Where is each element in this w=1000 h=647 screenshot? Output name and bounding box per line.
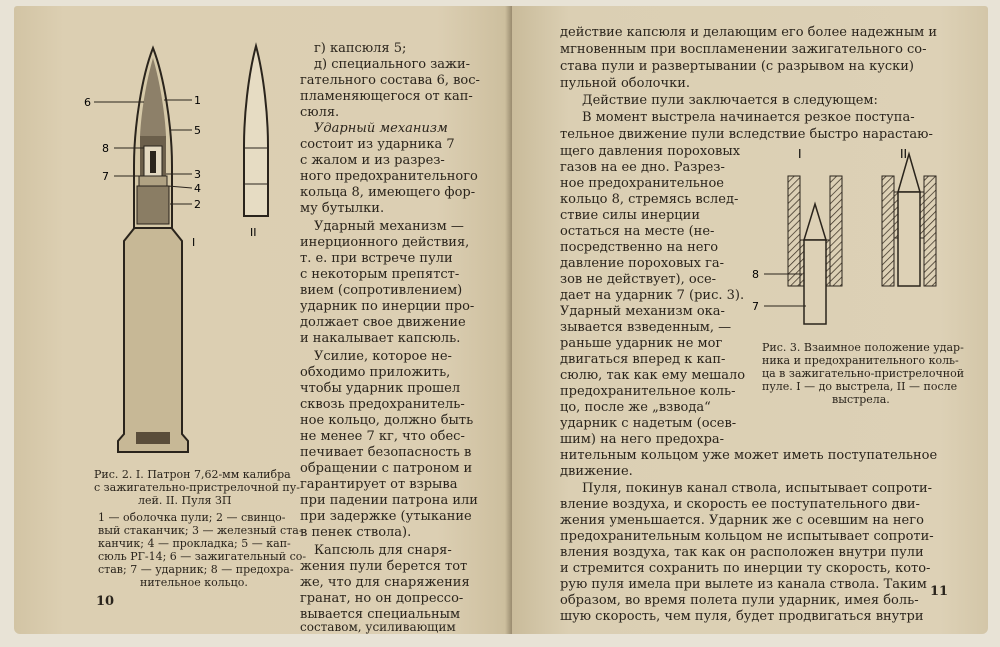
text-line: чтобы ударник прошел [300,381,461,396]
right-page [512,6,988,634]
text-line: при падении патрона или [300,493,478,508]
fig3-diagram [748,144,948,339]
caption-line: лей. II. Пуля ЗП [138,494,232,507]
text-line: и накалывает капсюль. [300,331,461,346]
caption-line: ника и предохранительного коль- [762,354,959,367]
text-line: шим) на него предохра- [560,432,725,447]
text-line: ствие силы инерции [560,208,700,223]
text-line: сквозь предохранитель- [300,397,465,412]
fig2-label-4: 4 [194,182,201,195]
text-line: Усилие, которое не- [314,349,452,364]
fig3-label-II: II [900,147,908,161]
text-line: вления воздуха, так как он расположен внутри пули [560,545,924,560]
fig3-label-8: 8 [752,268,759,281]
cartridge-figure [84,36,314,466]
fig2-label-8: 8 [102,142,109,155]
caption-line: Рис. 2. I. Патрон 7,62-мм калибра [94,468,291,481]
caption-line: с зажигательно-пристрелочной пу- [94,481,300,494]
text-line: раньше ударник не мог [560,336,723,351]
text-line: кольца 8, имеющего фор- [300,185,476,200]
text-line: инерционного действия, [300,235,470,250]
text-line: гарантирует от взрыва [300,477,458,492]
legend-line: канчик; 4 — прокладка; 5 — кап- [98,537,291,550]
text-line: зов не действует), осе- [560,272,717,287]
text-line: состоит из ударника 7 [300,137,455,152]
page-number: 10 [96,594,115,609]
text-line: пульной оболочки. [560,76,691,91]
legend-line: 1 — оболочка пули; 2 — свинцо- [98,511,286,524]
caption-line: выстрела. [832,393,890,406]
legend-line: став; 7 — ударник; 8 — предохра- [98,563,294,576]
page-number: 11 [930,584,949,599]
fig2-label-7: 7 [102,170,109,183]
fig2-label-2: 2 [194,198,201,211]
text-line: при задержке (утыкание [300,509,472,524]
text-line: щего давления пороховых [560,144,741,159]
left-page [14,6,512,634]
text-line: предохранительным кольцом не испытывает сопроти- [560,529,934,544]
text-line: става пули и развертывании (с разрывом на куски) [560,59,914,74]
text-line: обходимо приложить, [300,365,451,380]
fig2-label-6: 6 [84,96,91,109]
text-line: гранат, но он допрессо- [300,591,464,606]
text-line: д) специального зажи- [314,57,471,72]
text-line: посредственно на него [560,240,719,255]
text-line: остаться на месте (не- [560,224,715,239]
text-line: вление воздуха, и скорость ее поступательного дви- [560,497,920,512]
text-line: нительным кольцом уже может иметь поступательное [560,448,938,463]
caption-line: ца в зажигательно-пристрелочной [762,367,965,380]
text-line: В момент выстрела начинается резкое поступа- [582,110,915,125]
fig2-label-3: 3 [194,168,201,181]
text-line: цо, после же „взвода“ [560,400,711,415]
text-line: обращении с патроном и [300,461,473,476]
text-line: движение. [560,464,633,479]
text-line: кольцо 8, стремясь вслед- [560,192,739,207]
text-line: ного предохранительного [300,169,478,184]
text-line: и стремится сохранить по инерции ту скорость, кото- [560,561,931,576]
legend-line: сюль РГ-14; 6 — зажигательный со- [98,550,307,563]
text-line: вывается специальным [300,607,461,622]
text-line: печивает безопасность в [300,445,472,460]
text-line: шую скорость, чем пуля, будет продвигаться внутри [560,609,924,624]
fig2-label-5: 5 [194,124,201,137]
text-line: жения уменьшается. Ударник же с осевшим на него [560,513,924,528]
caption-line: пуле. I — до выстрела, II — после [762,380,958,393]
text-line: с жалом и из разрез- [300,153,445,168]
text-line: с некоторым препятст- [300,267,460,282]
text-line: рую пуля имела при вылете из канала ствола. Таким [560,577,927,592]
fig2-label-1: 1 [194,94,201,107]
text-line: составом, усиливающим [300,620,456,634]
text-line: сюлю, так как ему мешало [560,368,746,383]
text-line: должает свое движение [300,315,466,330]
text-line: гательного состава 6, вос- [300,73,480,88]
text-line: мгновенным при воспламенении зажигательного со- [560,42,927,57]
text-line: ударник с надетым (осев- [560,416,737,431]
text-line: ное предохранительное [560,176,724,191]
text-line: сюля. [300,105,340,120]
text-line: Ударный механизм — [314,219,464,234]
text-line: не менее 7 кг, что обес- [300,429,465,444]
text-line: т. е. при встрече пули [300,251,453,266]
text-line: газов на ее дно. Разрез- [560,160,725,175]
text-line: в пенек ствола). [300,525,412,540]
text-line: действие капсюля и делающим его более надежным и [560,25,938,40]
text-line: ное кольцо, должно быть [300,413,474,428]
text-line: предохранительное коль- [560,384,736,399]
text-line: пламеняющегося от кап- [300,89,473,104]
text-line: вием (сопротивлением) [300,283,463,298]
text-line: жения пули берется тот [300,559,468,574]
text-line: Ударный механизм ока- [560,304,725,319]
text-line: же, что для снаряжения [300,575,470,590]
text-line: Действие пули заключается в следующем: [582,93,878,108]
text-line: ударник по инерции про- [300,299,475,314]
text-line: дает на ударник 7 (рис. 3). [560,288,745,303]
text-line: Пуля, покинув канал ствола, испытывает сопроти- [582,481,933,496]
fig3-label-I: I [798,147,802,161]
legend-line: вый стаканчик; 3 — железный ста- [98,524,303,537]
text-line: давление пороховых га- [560,256,725,271]
text-line: образом, во время полета пули ударник, имея боль- [560,593,919,608]
text-line: Капсюль для снаря- [314,543,452,558]
text-line: Ударный механизм [314,121,448,136]
fig2-label-I: I [192,236,196,249]
text-line: г) капсюля 5; [314,41,407,56]
fig2-label-II: II [250,226,257,239]
text-line: двигаться вперед к кап- [560,352,726,367]
text-line: тельное движение пули вследствие быстро нарастаю- [560,127,933,142]
legend-line: нительное кольцо. [140,576,248,589]
fig3-label-7: 7 [752,300,759,313]
caption-line: Рис. 3. Взаимное положение удар- [762,341,964,354]
text-line: му бутылки. [300,201,385,216]
text-line: зывается взведенным, — [560,320,732,335]
